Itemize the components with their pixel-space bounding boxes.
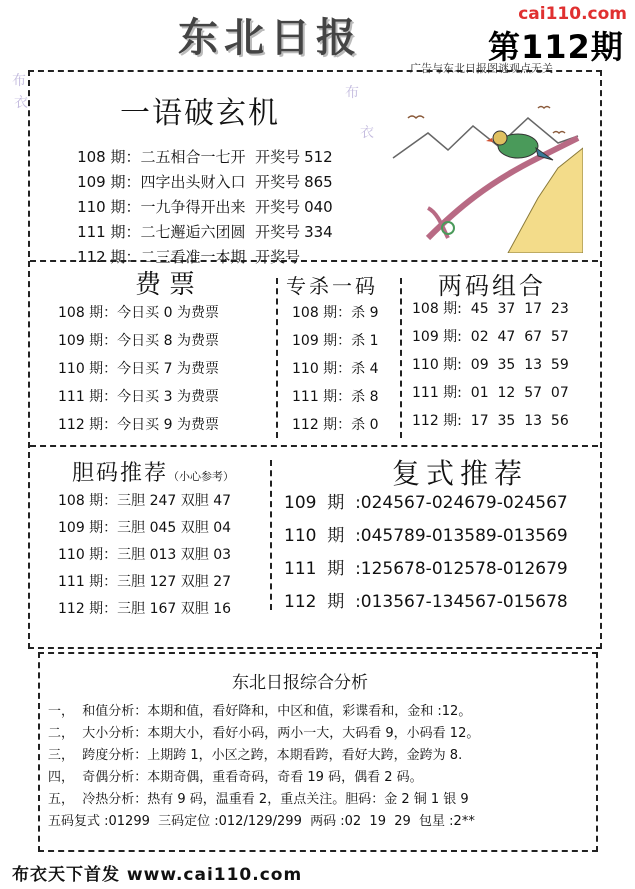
compound-row: 109 期 :024567-024679-024567 [284, 493, 568, 513]
riddle-colon: ： [125, 173, 141, 191]
draw-number: 040 [304, 198, 333, 216]
riddle-colon: ： [125, 148, 141, 166]
analysis-row: 一， 和值分析：本期和值，看好降和，中区和值，彩谍看和，金和 :12。 [48, 704, 472, 719]
analysis-list [48, 700, 479, 832]
watermark-mark: 布 [345, 85, 359, 101]
draw-label: 开奖号 [255, 223, 301, 241]
two-code-row: 112 期: 17 35 13 56 [412, 413, 569, 429]
two-code-list [412, 298, 569, 438]
free-ticket-row: 112 期：今日买 9 为费票 [58, 417, 219, 433]
courage-row: 112 期：三胆 167 双胆 16 [58, 601, 232, 617]
riddle-colon: ： [125, 198, 141, 216]
draw-label: 开奖号 [255, 148, 301, 166]
analysis-row: 五， 冷热分析：热有 9 码，温重看 2，重点关注。胆码：金 2 铜 1 银 9 [48, 792, 469, 807]
kill-one-title: 专杀一码 [286, 274, 378, 298]
kill-one-row: 108 期：杀 9 [292, 305, 379, 321]
section-divider [30, 260, 598, 262]
analysis-row: 三， 跨度分析：上期跨 1，小区之跨，本期看跨，看好大跨，金跨为 8. [48, 748, 463, 763]
column-divider [400, 278, 402, 438]
free-ticket-row: 110 期：今日买 7 为费票 [58, 361, 219, 377]
riddle-list [58, 128, 333, 266]
free-ticket-row: 109 期：今日买 8 为费票 [58, 333, 219, 349]
analysis-row: 五码复式 :01299 三码定位 :012/129/299 两码 :02 19 29 包星 :2** [48, 814, 475, 829]
free-ticket-title: 费票 [135, 270, 204, 300]
courage-row: 110 期：三胆 013 双胆 03 [58, 547, 232, 563]
watermark-mark: 布 [12, 73, 26, 89]
draw-number: 334 [304, 223, 333, 241]
watermark-mark: 衣 [360, 125, 374, 141]
analysis-row: 四， 奇偶分析：本期奇偶，重看奇码，奇看 19 码，偶看 2 码。 [48, 770, 423, 785]
two-code-row: 109 期: 02 47 67 57 [412, 329, 569, 345]
two-code-row: 111 期: 01 12 57 07 [412, 385, 569, 401]
riddle-colon: ： [125, 223, 141, 241]
riddle-period: 108 期 [77, 148, 126, 166]
kill-one-row: 110 期：杀 4 [292, 361, 379, 377]
courage-row: 108 期：三胆 247 双胆 47 [58, 493, 232, 509]
courage-list [58, 490, 231, 625]
riddle-period: 111 期 [77, 223, 126, 241]
section-divider [30, 445, 598, 447]
compound-row: 111 期 :125678-012578-012679 [284, 559, 568, 579]
riddle-text: 二七邂逅六团圆 [140, 223, 246, 241]
compound-row: 112 期 :013567-134567-015678 [284, 592, 568, 612]
riddle-period: 112 期 [77, 248, 126, 266]
two-code-row: 108 期: 45 37 17 23 [412, 301, 569, 317]
two-code-title: 两码组合 [438, 272, 546, 300]
free-ticket-row: 111 期：今日买 3 为费票 [58, 389, 219, 405]
issue-number: 第112期 [488, 28, 624, 66]
free-ticket-list [58, 302, 219, 442]
watermark-mark: 衣 [14, 95, 28, 111]
riddle-text: 二五相合一七开 [140, 148, 246, 166]
riddle-title: 一语破玄机 [120, 96, 280, 131]
analysis-row: 二， 大小分析：本期大小，看好小码，两小一大，大码看 9，小码看 12。 [48, 726, 480, 741]
courage-row: 109 期：三胆 045 双胆 04 [58, 520, 232, 536]
free-ticket-row: 108 期：今日买 0 为费票 [58, 305, 219, 321]
draw-label: 开奖号 [255, 173, 301, 191]
kill-one-row: 112 期：杀 0 [292, 417, 379, 433]
column-divider [270, 460, 272, 610]
courage-subtitle: （小心参考） [168, 470, 235, 483]
riddle-period: 109 期 [77, 173, 126, 191]
compound-list [284, 488, 568, 620]
riddle-text: 一九争得开出来 [140, 198, 246, 216]
kill-one-row: 111 期：杀 8 [292, 389, 379, 405]
compound-title: 复式推荐 [392, 457, 529, 490]
riddle-colon: ： [125, 248, 141, 266]
riddle-row [58, 128, 333, 166]
courage-title-text: 胆码推荐 [72, 461, 169, 486]
two-code-row: 110 期: 09 35 13 59 [412, 357, 569, 373]
column-divider [276, 278, 278, 438]
kill-one-row: 109 期：杀 1 [292, 333, 379, 349]
draw-number: 865 [304, 173, 333, 191]
draw-label: 开奖号 [255, 198, 301, 216]
compound-row: 110 期 :045789-013589-013569 [284, 526, 568, 546]
bird-illustration [388, 88, 583, 253]
courage-title [72, 456, 234, 487]
site-link[interactable]: cai110.com [518, 4, 627, 24]
masthead-title: 东北日报 [178, 15, 362, 61]
riddle-text: 四字出头财入口 [140, 173, 246, 191]
riddle-text: 二三看准一本期 [140, 248, 246, 266]
analysis-title: 东北日报综合分析 [232, 673, 368, 693]
footer-text: 布衣天下首发 www.cai110.com [12, 865, 303, 885]
courage-row: 111 期：三胆 127 双胆 27 [58, 574, 232, 590]
draw-number: 512 [304, 148, 333, 166]
disclaimer: 广告与东北日报图谜观点无关 [410, 62, 553, 75]
kill-one-list [292, 302, 379, 442]
draw-label: 开奖号 [255, 248, 301, 266]
riddle-period: 110 期 [77, 198, 126, 216]
